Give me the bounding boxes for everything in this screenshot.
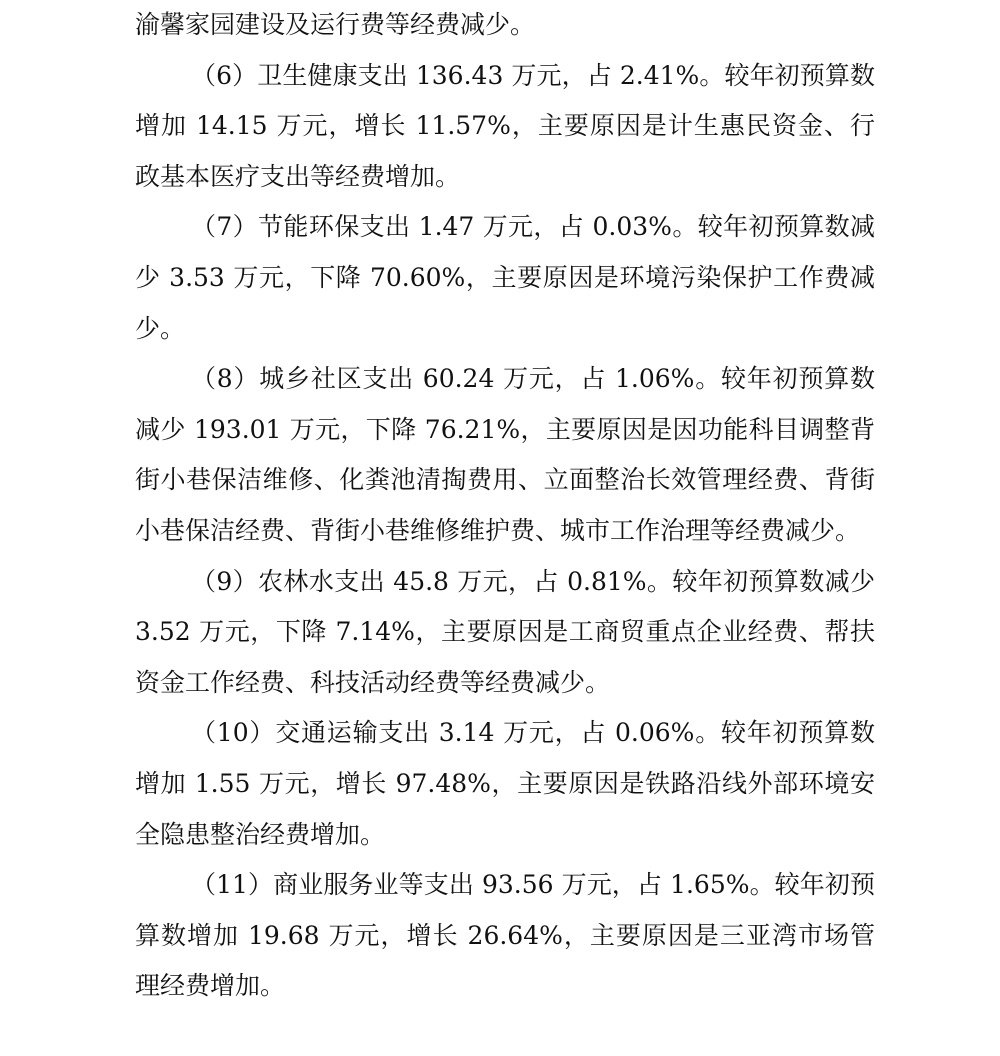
- paragraph-agriculture-forestry-water-expenditure: （9）农林水支出 45.8 万元，占 0.81%。较年初预算数减少 3.52 万元，下降 7.14%，主要原因是工商贸重点企业经费、帮扶资金工作经费、科技活动经费等经费减少。: [135, 566, 875, 697]
- paragraph-continuation: 渝馨家园建设及运行费等经费减少。: [135, 10, 536, 39]
- paragraph-health-expenditure: （6）卫生健康支出 136.43 万元，占 2.41%。较年初预算数增加 14.15 万元，增长 11.57%，主要原因是计生惠民资金、行政基本医疗支出等经费增加。: [135, 60, 875, 191]
- paragraph-energy-environment-expenditure: （7）节能环保支出 1.47 万元，占 0.03%。较年初预算数减少 3.53 万元，下降 70.60%，主要原因是环境污染保护工作费减少。: [135, 212, 875, 343]
- document-page: [135, 0, 875, 1012]
- paragraph-commerce-services-expenditure: （11）商业服务业等支出 93.56 万元，占 1.65%。较年初预算数增加 19.68 万元，增长 26.64%，主要原因是三亚湾市场管理经费增加。: [135, 870, 875, 1001]
- paragraph-transportation-expenditure: （10）交通运输支出 3.14 万元，占 0.06%。较年初预算数增加 1.55 万元，增长 97.48%，主要原因是铁路沿线外部环境安全隐患整治经费增加。: [135, 718, 875, 849]
- paragraph-urban-rural-community-expenditure: （8）城乡社区支出 60.24 万元，占 1.06%。较年初预算数减少 193.01 万元，下降 76.21%，主要原因是因功能科目调整背街小巷保洁维修、化粪池清掏费用、立面整治长效管理经费、背街小巷保洁经费、背街小巷维修维护费、城市工作治理等经费减少。: [135, 364, 875, 545]
